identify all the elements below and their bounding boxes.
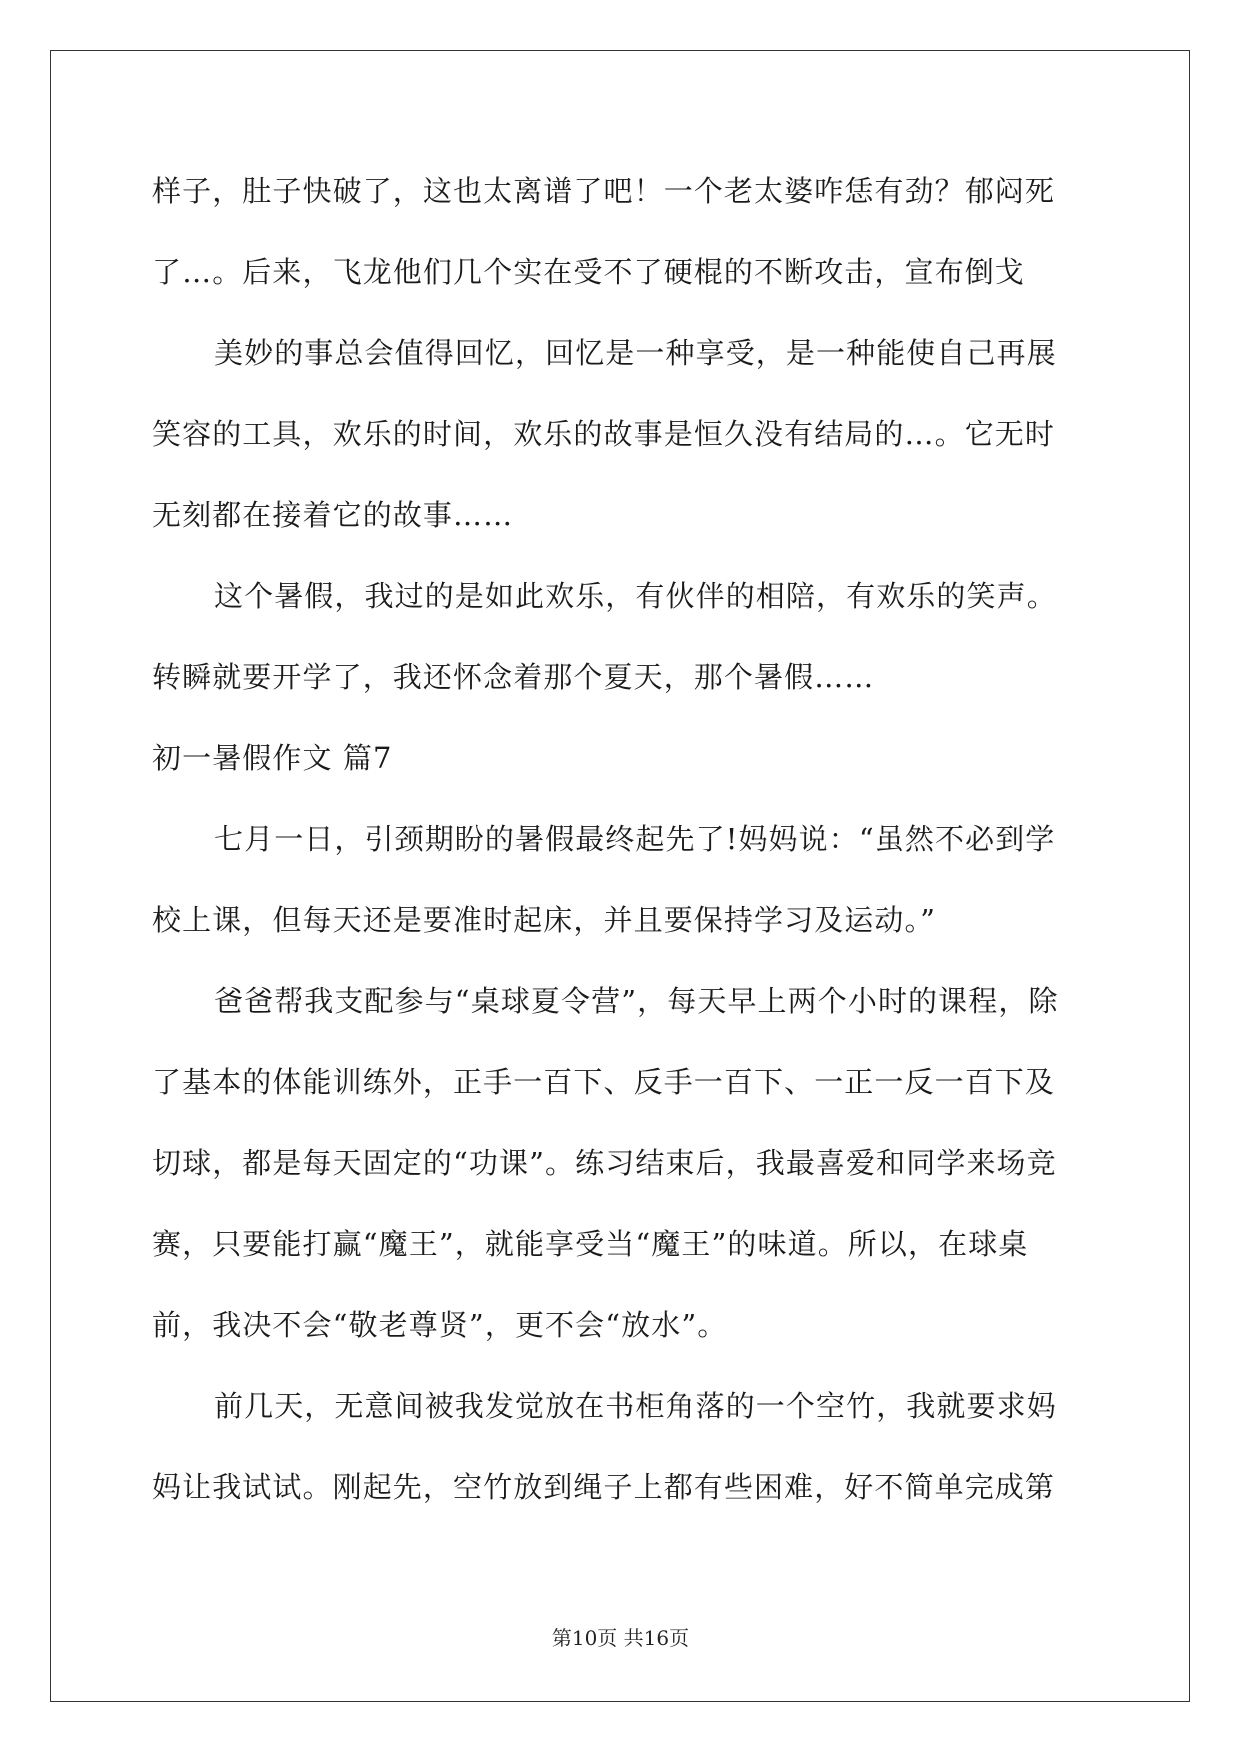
text-line: 无刻都在接着它的故事…… — [152, 498, 514, 532]
page-number-footer: 第10页 共16页 — [551, 1626, 690, 1650]
paragraph-start: 这个暑假，我过的是如此欢乐，有伙伴的相陪，有欢乐的笑声。 — [214, 579, 1057, 613]
section-heading: 初一暑假作文 篇7 — [152, 741, 393, 775]
text-line: 了…。后来，飞龙他们几个实在受不了硬棍的不断攻击，宣布倒戈 — [152, 255, 1025, 289]
text-line: 前，我决不会“敬老尊贤”，更不会“放水”。 — [152, 1308, 728, 1342]
text-line: 赛，只要能打赢“魔王”，就能享受当“魔王”的味道。所以，在球桌 — [152, 1227, 1029, 1261]
text-line: 校上课，但每天还是要准时起床，并且要保持学习及运动。” — [152, 903, 937, 937]
text-line: 妈让我试试。刚起先，空竹放到绳子上都有些困难，好不简单完成第 — [152, 1470, 1056, 1504]
paragraph-start: 七月一日，引颈期盼的暑假最终起先了!妈妈说：“虽然不必到学 — [214, 822, 1056, 856]
paragraph-start: 爸爸帮我支配参与“桌球夏令营”，每天早上两个小时的课程，除 — [214, 984, 1059, 1018]
text-line: 笑容的工具，欢乐的时间，欢乐的故事是恒久没有结局的…。它无时 — [152, 417, 1056, 451]
text-line: 切球，都是每天固定的“功课”。练习结束后，我最喜爱和同学来场竞 — [152, 1146, 1057, 1180]
paragraph-start: 前几天，无意间被我发觉放在书柜角落的一个空竹，我就要求妈 — [214, 1389, 1057, 1423]
text-line: 转瞬就要开学了，我还怀念着那个夏天，那个暑假…… — [152, 660, 875, 694]
paragraph-start: 美妙的事总会值得回忆，回忆是一种享受，是一种能使自己再展 — [214, 336, 1057, 370]
text-line: 了基本的体能训练外，正手一百下、反手一百下、一正一反一百下及 — [152, 1065, 1056, 1099]
text-line: 样子，肚子快破了，这也太离谱了吧！一个老太婆咋恁有劲？郁闷死 — [152, 174, 1056, 208]
document-body — [152, 162, 1088, 1539]
